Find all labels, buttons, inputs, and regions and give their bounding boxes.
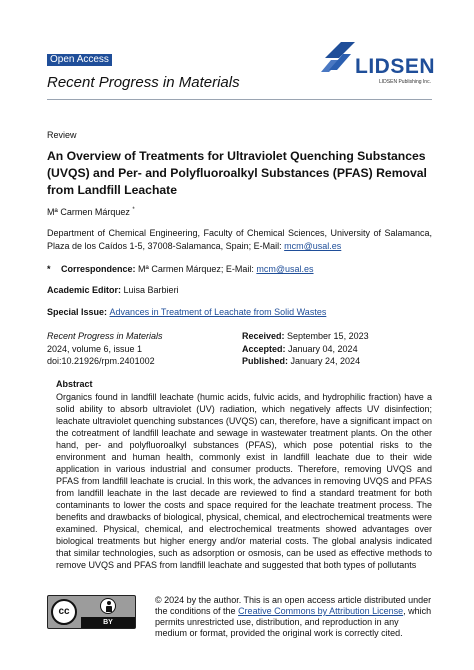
abstract-body: Organics found in landfill leachate (humic acids, fulvic acids, and hydrophilic fraction) have a solid ability to absorb ultraviolet (UV) radiation, which negatively affects UV disinfection; leachate ultraviolet quenching substances (UVQS) can, therefore, have a significant impact on the cotreatment of landfill leachate and sewage in wastewater treatment plants. On the other hand, per- and polyfluoroalkyl substances (PFAS), which pose potential risks to the environment and human health, commonly exist in landfill leachate due to their wide application in various industrial and consumer products. Therefore, removing UVQS and PFAS from landfill leachate is crucial. In this work, the advances in removing UVQS and PFAS from landfill leachate in the last decade are reviewed to find a standard treatment for both contaminants to lower the costs and space required for the leachate treatment process. The benefits and drawbacks of biological, physical, chemical, and electrochemical treatments were examined. Physical, chemical, and electrochemical treatments showed advantages over biological treatments but higher energy and/or material costs. The global analysis indicated that similar technologies, such as adsorption or osmosis, can be used as effective methods to remove UVQS and PFAS from landfill leachate and suggested that both types of pollutants [56, 392, 432, 570]
correspondence-label: Correspondence: [61, 264, 136, 274]
correspondence [47, 264, 314, 275]
license-link[interactable]: Creative Commons by Attribution License [238, 606, 404, 616]
published-date [242, 355, 369, 368]
accepted-label: Accepted: [242, 343, 286, 354]
affiliation [47, 227, 432, 253]
header-divider [47, 99, 432, 100]
published-label: Published: [242, 356, 289, 366]
affiliation-text: Department of Chemical Engineering, Faculty of Chemical Sciences, University of Salamanca, Plaza de los Caídos 1-5, 37008-Salamanca, Spain; E-Mail: [47, 228, 432, 251]
dates-info [242, 330, 369, 368]
academic-editor-label: Academic Editor: [47, 285, 122, 295]
by-label: BY [81, 617, 135, 628]
citation-volume: 2024, volume 6, issue 1 [47, 343, 143, 354]
received-label: Received: [242, 331, 285, 341]
correspondence-text: Mª Carmen Márquez; E-Mail: [135, 264, 257, 274]
academic-editor [47, 285, 179, 296]
cc-icon: cc [51, 599, 77, 625]
logo-subtitle: LIDSEN Publishing Inc. [379, 79, 431, 85]
special-issue-label: Special Issue: [47, 307, 108, 317]
author-mark: * [132, 207, 135, 213]
special-issue [47, 307, 326, 318]
received-value: September 15, 2023 [284, 331, 369, 341]
citation-doi: doi:10.21926/rpm.2401002 [47, 356, 155, 366]
cc-by-badge[interactable] [47, 595, 136, 629]
correspondence-email-link[interactable]: mcm@usal.es [256, 264, 314, 274]
abstract-heading: Abstract [56, 379, 93, 389]
lidsen-logo-icon [321, 40, 359, 80]
citation-journal: Recent Progress in Materials [47, 331, 163, 341]
citation-info [47, 330, 163, 368]
license-text [155, 595, 432, 639]
open-access-badge: Open Access [47, 54, 112, 66]
author-line [47, 205, 135, 218]
license-text-before: © 2024 by the author. This is an open access article distributed under the conditions of the [155, 595, 432, 616]
abstract [56, 378, 432, 571]
article-type: Review [47, 130, 77, 140]
article-title: An Overview of Treatments for Ultraviolet Quenching Substances (UVQS) and Per- and Polyfluoroalkyl Substances (PFAS) Removal from Landfill Leachate [47, 149, 427, 197]
affiliation-email-link[interactable]: mcm@usal.es [284, 241, 342, 251]
published-value: January 24, 2024 [288, 356, 361, 366]
journal-name: Recent Progress in Materials [47, 74, 240, 91]
accepted-value: January 04, 2024 [285, 343, 358, 354]
logo-wordmark: LIDSEN [355, 55, 436, 78]
special-issue-link[interactable]: Advances in Treatment of Leachate from Solid Wastes [109, 307, 327, 317]
author-name: Mª Carmen Márquez [47, 207, 130, 217]
academic-editor-name: Luisa Barbieri [121, 285, 179, 295]
publisher-logo [321, 40, 441, 90]
received-date [242, 330, 369, 343]
attribution-person-icon [100, 598, 116, 614]
correspondence-mark: * [47, 264, 51, 274]
accepted-date [242, 343, 369, 356]
license-text-after: , which permits unrestricted use, distribution, and reproduction in any medium or format, provided the original work is correctly cited. [155, 606, 432, 638]
